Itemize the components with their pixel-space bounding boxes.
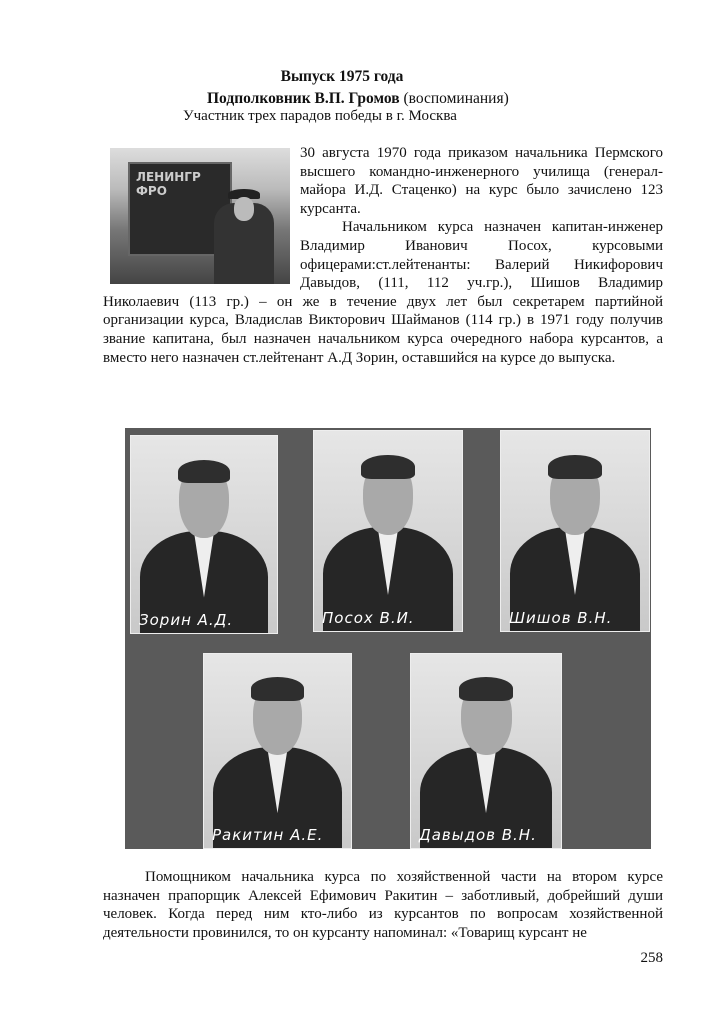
parade-photo (110, 148, 290, 284)
portrait-davydov (410, 653, 562, 849)
portrait-rakitin (203, 653, 352, 849)
author-name: Подполковник В.П. Громов (207, 90, 400, 107)
portrait-zorin (130, 435, 278, 634)
paragraph-2: Начальником курса назначен капитан-инженер Владимир Иванович Посох, курсовыми офицерами:ст.лейтенанты: Валерий Никифорович Давыдов, (111, 112 уч.гр.), Шишов Владимир Николаевич (113 гр.) – он же в течение двух лет был секретарем партийной организации курса, Владислав Викторович Шайманов (114 гр.) в 1971 году получив звание капитана, был назначен начальником курса очередного набора курсантов, а вместо него назначен ст.лейтенант А.Д Зорин, оставшийся на курсе до выпуска. (103, 219, 663, 366)
document-title: Выпуск 1975 года (280, 68, 404, 85)
portrait-caption: Шишов В.Н. (509, 609, 613, 627)
officer-face (234, 197, 254, 221)
author-note: (воспоминания) (403, 90, 509, 107)
portrait-collage (125, 428, 651, 849)
closing-text (103, 868, 663, 942)
paragraph-3: Помощником начальника курса по хозяйственной части на втором курсе назначен прапорщик Алексей Ефимович Ракитин – заботливый, добрейший души человек. Когда перед ним кто-либо из курсантов по вопросам хозяйственной деятельности провинился, то он курсанту напоминал: «Товарищ курсант не (103, 869, 663, 941)
portrait-shishov (500, 430, 650, 632)
banner-text: ЛЕНИНГР ФРО (136, 170, 201, 198)
author-line (207, 90, 509, 108)
portrait-caption: Зорин А.Д. (139, 611, 234, 629)
intro-text (103, 144, 663, 367)
portrait-caption: Ракитин А.Е. (212, 826, 324, 844)
officer-figure (214, 203, 274, 284)
page-number: 258 (640, 950, 663, 966)
portrait-caption: Давыдов В.Н. (419, 826, 537, 844)
subtitle: Участник трех парадов победы в г. Москва (183, 108, 457, 124)
portrait-caption: Посох В.И. (322, 609, 415, 627)
paragraph-1: 30 августа 1970 года приказом начальника Пермского высшего командно-инженерного училища (генерал-майора И.Д. Стаценко) на курс было зачислено 123 курсанта. (300, 145, 663, 217)
portrait-posokh (313, 430, 463, 632)
